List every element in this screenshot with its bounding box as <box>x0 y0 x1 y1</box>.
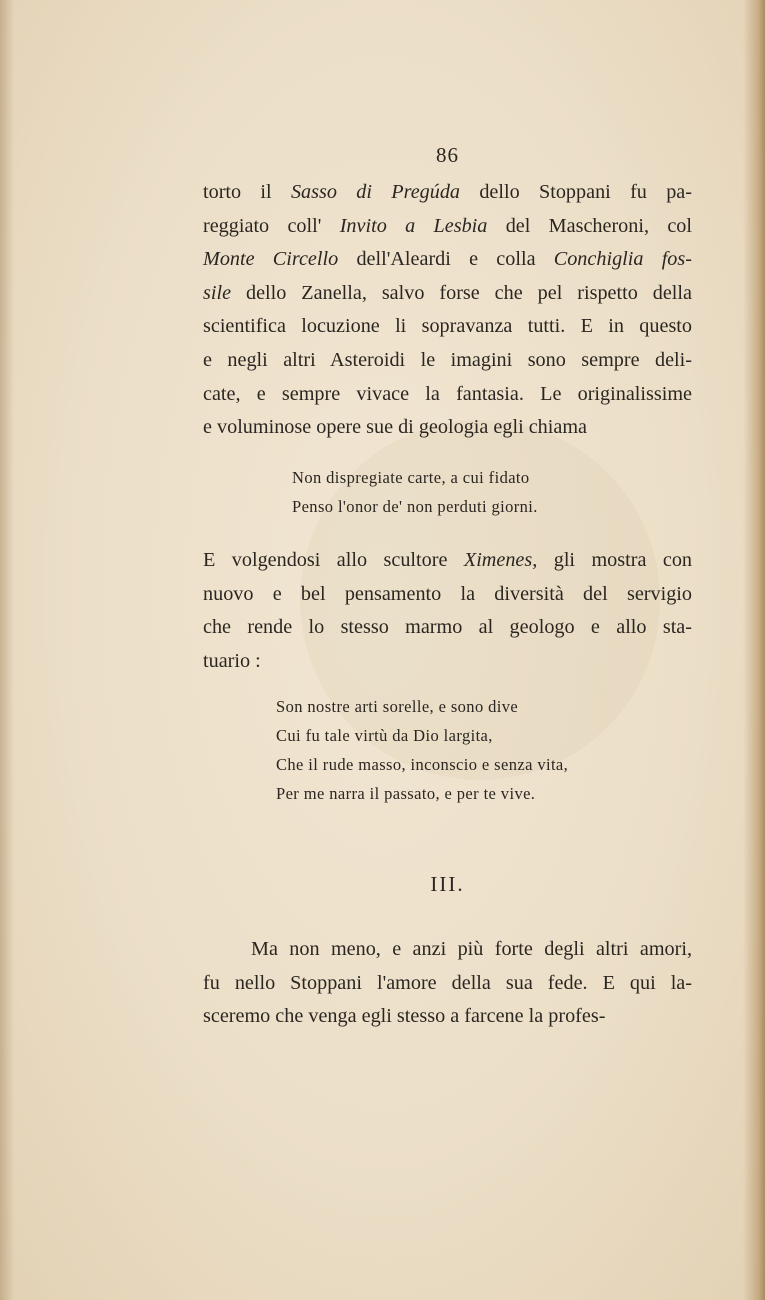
text-run: e voluminose opere sue di geologia egli chiama <box>203 416 588 439</box>
verse-line: Per me narra il passato, e per te vive. <box>276 784 536 803</box>
text-run: Conchiglia fos- <box>553 248 692 271</box>
verse-line: Cui fu tale virtù da Dio largita, <box>276 726 493 745</box>
text-run: Invito a Lesbia <box>339 214 488 237</box>
text-line <box>203 411 692 445</box>
verse-line: Son nostre arti sorelle, e sono dive <box>276 697 519 716</box>
text-line <box>203 310 692 344</box>
text-line <box>203 277 692 311</box>
text-run: che rende lo stesso marmo al geologo e allo sta- <box>203 616 692 639</box>
text-run: del Mascheroni, col <box>487 214 693 237</box>
text-line <box>203 378 692 412</box>
paragraph-3 <box>203 933 692 1034</box>
text-run: sile <box>203 281 232 304</box>
page-number: 86 <box>436 143 459 167</box>
text-run: scientifica locuzione li sopravanza tutti. E in questo <box>203 315 692 338</box>
text-run: cate, e sempre vivace la fantasia. Le originalissime <box>203 382 692 405</box>
text-run: Ma non meno, e anzi più forte degli altri amori, <box>251 938 692 960</box>
text-line <box>203 344 692 378</box>
paragraph-2 <box>203 544 692 678</box>
text-run: torto il <box>203 181 291 203</box>
text-run: reggiato coll' <box>203 214 340 237</box>
text-run: Ximenes, <box>463 549 538 571</box>
verse-quote-1 <box>292 463 538 521</box>
text-line <box>203 611 692 645</box>
text-line <box>203 544 692 578</box>
text-run: nuovo e bel pensamento la diversità del servigio <box>203 582 692 605</box>
page-right-edge <box>743 0 765 1300</box>
text-run: gli mostra con <box>537 549 693 571</box>
verse-line: Non dispregiate carte, a cui fidato <box>292 468 530 487</box>
text-run: tuario : <box>203 649 261 672</box>
text-line <box>203 645 692 679</box>
text-run: e negli altri Asteroidi le imagini sono sempre deli- <box>203 348 692 371</box>
section-heading: III. <box>430 872 465 896</box>
text-line <box>203 933 692 967</box>
text-run: Sasso di Pregúda <box>290 181 461 203</box>
text-run: dello Zanella, salvo forse che pel rispetto della <box>231 281 692 304</box>
text-line <box>203 1000 692 1034</box>
text-line <box>203 243 692 277</box>
text-line <box>203 578 692 612</box>
text-line <box>203 210 692 244</box>
verse-line: Penso l'onor de' non perduti giorni. <box>292 497 538 516</box>
verse-quote-2 <box>276 692 568 808</box>
page-left-edge <box>0 0 14 1300</box>
text-run: fu nello Stoppani l'amore della sua fede. E qui la- <box>203 971 692 994</box>
text-run: sceremo che venga egli stesso a farcene la profes- <box>203 1005 606 1028</box>
verse-line: Che il rude masso, inconscio e senza vita, <box>276 755 569 774</box>
text-run: dello Stoppani fu pa- <box>460 181 692 203</box>
text-run: Monte Circello <box>203 248 339 271</box>
text-run: E volgendosi allo scultore <box>203 549 464 571</box>
text-run: dell'Aleardi e colla <box>338 248 554 271</box>
paragraph-1 <box>203 176 692 445</box>
text-line <box>203 176 692 210</box>
text-line <box>203 967 692 1001</box>
